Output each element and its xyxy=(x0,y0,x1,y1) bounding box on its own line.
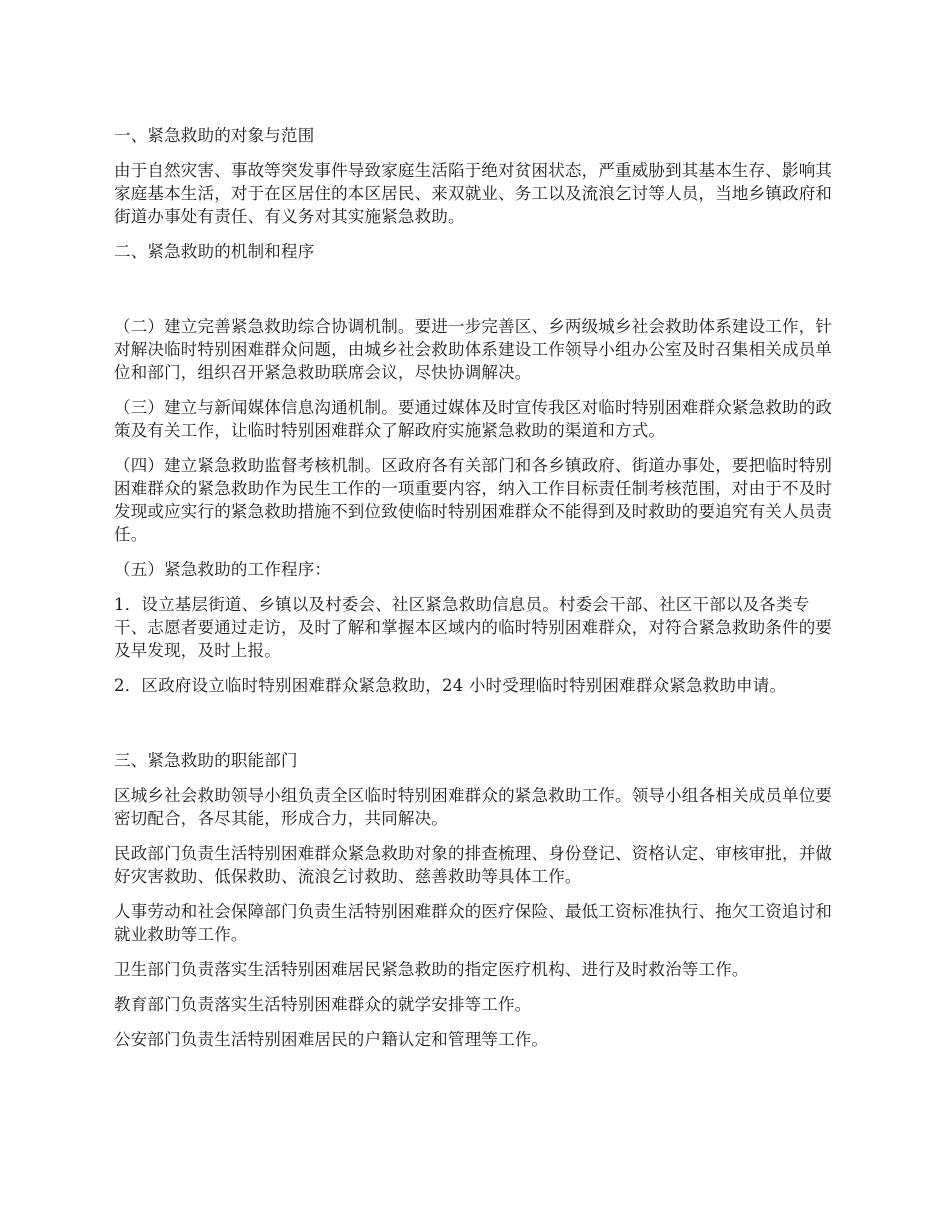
section3-paragraph: 公安部门负责生活特别困难居民的户籍认定和管理等工作。 xyxy=(114,1030,549,1049)
section2-paragraph: （四）建立紧急救助监督考核机制。区政府各有关部门和各乡镇政府、街道办事处，要把临时特别困难群众的紧急救助作为民生工作的一项重要内容，纳入工作目标责任制考核范围，对由于不及时发现或应实行的紧急救助措施不到位致使临时特别困难群众不能得到及时救助的要追究有关人员责任。 xyxy=(114,456,833,544)
section1-heading: 一、紧急救助的对象与范围 xyxy=(114,126,315,145)
section2-paragraph: （五）紧急救助的工作程序： xyxy=(114,560,332,579)
blank-spacer xyxy=(114,275,840,315)
document-body xyxy=(114,124,840,1063)
section2-paragraph: （三）建立与新闻媒体信息沟通机制。要通过媒体及时宣传我区对临时特别困难群众紧急救助的政策及有关工作，让临时特别困难群众了解政府实施紧急救助的渠道和方式。 xyxy=(114,398,833,440)
section3-paragraph: 区城乡社会救助领导小组负责全区临时特别困难群众的紧急救助工作。领导小组各相关成员单位要密切配合，各尽其能，形成合力，共同解决。 xyxy=(114,786,833,828)
section3-paragraph: 人事劳动和社会保障部门负责生活特别困难群众的医疗保险、最低工资标准执行、拖欠工资追讨和就业救助等工作。 xyxy=(114,902,833,944)
section3-paragraph: 教育部门负责落实生活特别困难群众的就学安排等工作。 xyxy=(114,995,532,1014)
section2-paragraph: 2．区政府设立临时特别困难群众紧急救助，24 小时受理临时特别困难群众紧急救助申请。 xyxy=(114,676,787,695)
section3-paragraph: 卫生部门负责落实生活特别困难居民紧急救助的指定医疗机构、进行及时救治等工作。 xyxy=(114,960,749,979)
section3-heading: 三、紧急救助的职能部门 xyxy=(114,751,298,770)
section2-paragraph: 1．设立基层街道、乡镇以及村委会、社区紧急救助信息员。村委会干部、社区干部以及各类专干、志愿者要通过走访，及时了解和掌握本区域内的临时特别困难群众，对符合紧急救助条件的要及早发现，及时上报。 xyxy=(114,595,833,660)
section1-paragraph: 由于自然灾害、事故等突发事件导致家庭生活陷于绝对贫困状态，严重威胁到其基本生存、影响其家庭基本生活，对于在区居住的本区居民、来双就业、务工以及流浪乞讨等人员，当地乡镇政府和街道办事处有责任、有义务对其实施紧急救助。 xyxy=(114,161,833,226)
section2-heading: 二、紧急救助的机制和程序 xyxy=(114,242,315,261)
section3-paragraph: 民政部门负责生活特别困难群众紧急救助对象的排查梳理、身份登记、资格认定、审核审批，并做好灾害救助、低保救助、流浪乞讨救助、慈善救助等具体工作。 xyxy=(114,844,833,886)
section2-paragraph: （二）建立完善紧急救助综合协调机制。要进一步完善区、乡两级城乡社会救助体系建设工作，针对解决临时特别困难群众问题，由城乡社会救助体系建设工作领导小组办公室及时召集相关成员单位和部门，组织召开紧急救助联席会议，尽快协调解决。 xyxy=(114,317,833,382)
blank-spacer xyxy=(114,709,840,749)
